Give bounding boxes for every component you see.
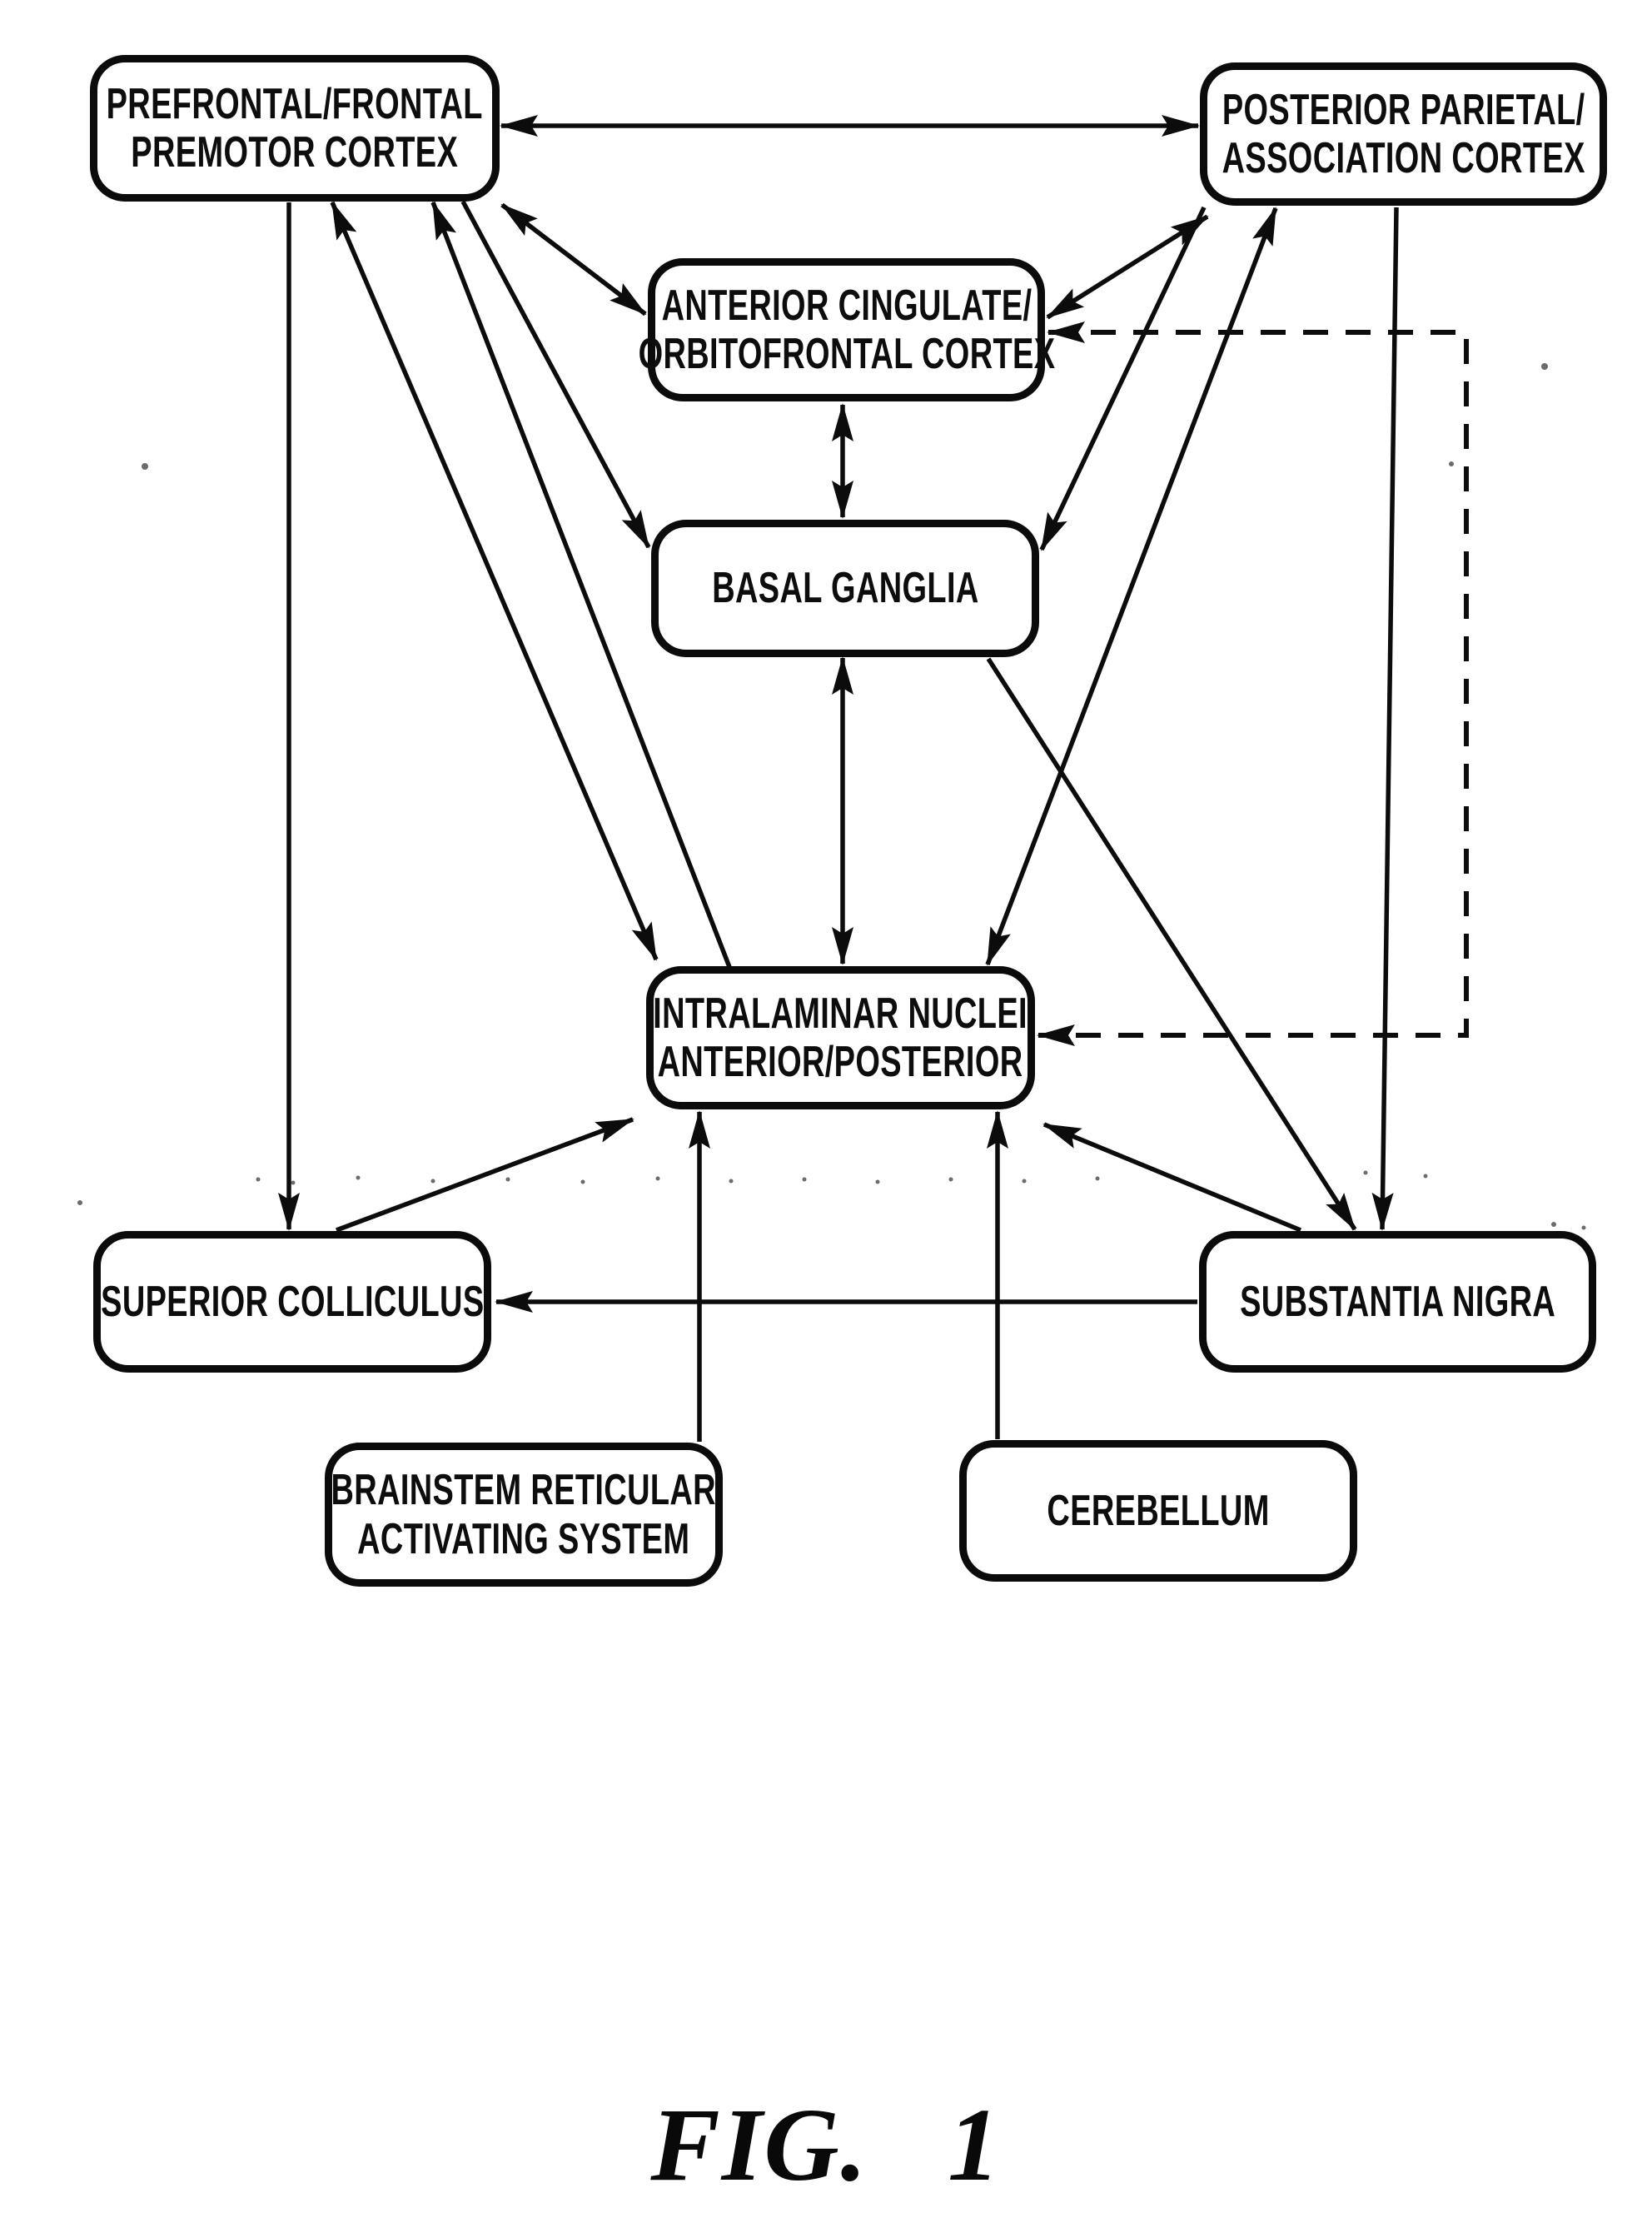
node-label-posterior-parietal-association-cortex: POSTERIOR PARIETAL/ ASSOCIATION CORTEX: [1222, 85, 1585, 182]
node-brainstem-reticular-activating-system: [325, 1443, 723, 1587]
node-label-intralaminar-nuclei-anterior-posterior: INTRALAMINAR NUCLEI ANTERIOR/POSTERIOR: [653, 989, 1028, 1086]
node-label-anterior-cingulate-orbitofrontal-cortex: ANTERIOR CINGULATE/ ORBITOFRONTAL CORTEX: [638, 281, 1055, 378]
node-superior-colliculus: [93, 1231, 491, 1373]
node-label-prefrontal-frontal-premotor-cortex: PREFRONTAL/FRONTAL PREMOTOR CORTEX: [106, 79, 484, 177]
node-label-basal-ganglia: BASAL GANGLIA: [711, 564, 979, 613]
node-label-cerebellum: CEREBELLUM: [1047, 1486, 1270, 1535]
figure-caption: FIG. 1: [650, 2088, 1002, 2203]
node-substantia-nigra: [1199, 1231, 1596, 1373]
node-label-superior-colliculus: SUPERIOR COLLICULUS: [100, 1277, 485, 1326]
node-label-brainstem-reticular-activating-system: BRAINSTEM RETICULAR ACTIVATING SYSTEM: [331, 1466, 717, 1563]
node-posterior-parietal-association-cortex: [1200, 62, 1607, 206]
node-anterior-cingulate-orbitofrontal-cortex: [638, 258, 1055, 401]
node-cerebellum: [959, 1440, 1357, 1582]
node-intralaminar-nuclei-anterior-posterior: [646, 966, 1035, 1109]
node-label-substantia-nigra: SUBSTANTIA NIGRA: [1239, 1277, 1556, 1326]
node-basal-ganglia: [651, 520, 1039, 657]
node-prefrontal-frontal-premotor-cortex: [90, 55, 500, 202]
